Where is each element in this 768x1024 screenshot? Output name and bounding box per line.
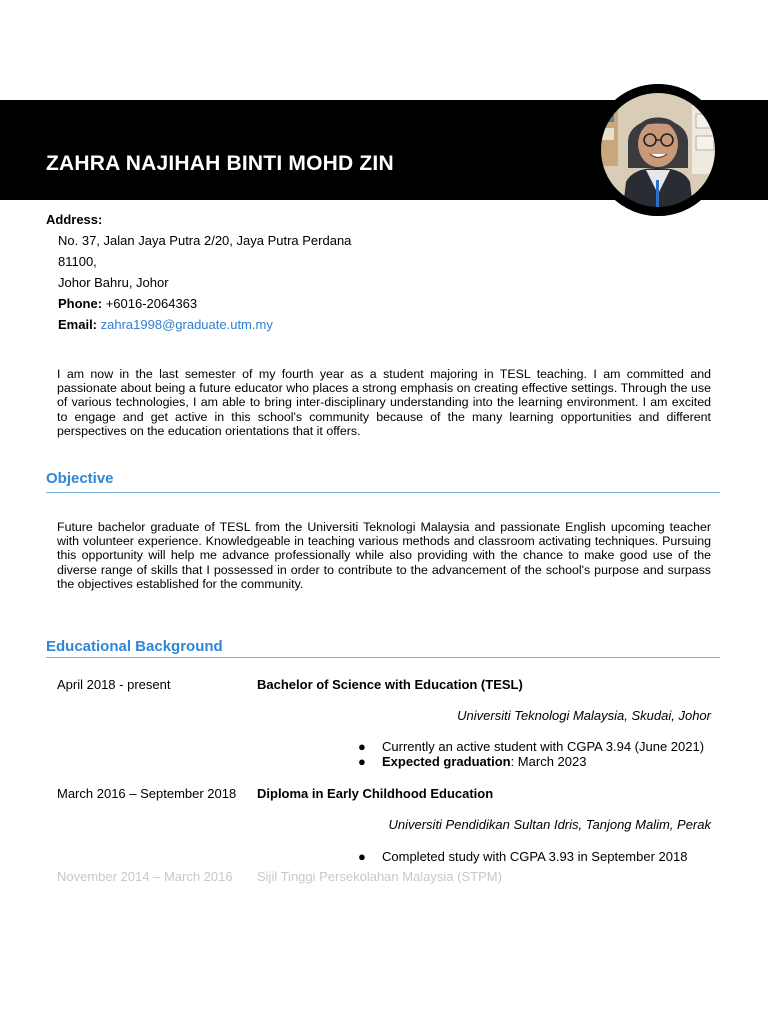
profile-photo: [592, 84, 724, 216]
education-title: Educational Background: [46, 638, 223, 655]
address-label: Address:: [46, 212, 103, 227]
phone-value: +6016-2064363: [105, 296, 198, 311]
edu-1-bullet-2-value: : March 2023: [510, 754, 587, 769]
email-row: [58, 317, 273, 332]
bullet-dot-icon: ●: [358, 849, 366, 864]
edu-1-bullet-1-text: Currently an active student with CGPA 3.94 (June 2021): [382, 739, 705, 754]
phone-row: [58, 296, 197, 311]
cut-off-degree: Sijil Tinggi Persekolahan Malaysia (STPM): [257, 869, 502, 884]
cut-off-education-row: [57, 869, 502, 886]
edu-1-institution: Universiti Teknologi Malaysia, Skudai, Johor: [457, 708, 711, 723]
edu-1-date: April 2018 - present: [57, 677, 171, 692]
phone-label: Phone:: [58, 296, 103, 311]
summary-paragraph: I am now in the last semester of my fourth year as a student majoring in TESL teaching. I am committed and passionate about being a future educator who places a strong emphasis on creating effective settings. Through the use of various technologies, I am able to bring inter-disciplinary understanding into the learning environment. I am excited to engage and get active in this school's community because of the many learning opportunities and different perspectives on the education orientations that it offers.: [57, 367, 711, 438]
edu-2-institution: Universiti Pendidikan Sultan Idris, Tanjong Malim, Perak: [388, 817, 711, 832]
address-line-3: Johor Bahru, Johor: [58, 275, 169, 290]
cut-off-date: November 2014 – March 2016: [57, 869, 233, 884]
address-line-1: No. 37, Jalan Jaya Putra 2/20, Jaya Putra Perdana: [58, 233, 352, 248]
email-label: Email:: [58, 317, 98, 332]
education-divider: [46, 657, 720, 658]
email-link[interactable]: zahra1998@graduate.utm.my: [100, 317, 273, 332]
edu-1-bullet-2-label: Expected graduation: [382, 754, 511, 769]
edu-2-bullet-1-text: Completed study with CGPA 3.93 in September 2018: [382, 849, 688, 864]
candidate-name: ZAHRA NAJIHAH BINTI MOHD ZIN: [46, 152, 394, 175]
edu-2-bullet-1: [358, 849, 687, 864]
objective-paragraph: Future bachelor graduate of TESL from the Universiti Teknologi Malaysia and passionate English upcoming teacher with volunteer experience. Knowledgeable in teaching various methods and classroom activating techniques. Pursuing this opportunity will help me advance professionally while also providing with the chance to make good use of the diverse range of skills that I possessed in order to contribute to the advancement of the school's purpose and surpass the objectives established for the community.: [57, 520, 711, 591]
edu-1-degree: Bachelor of Science with Education (TESL): [257, 677, 523, 692]
objective-divider: [46, 492, 720, 493]
edu-1-bullet-2: [358, 754, 586, 769]
edu-2-date: March 2016 – September 2018: [57, 786, 237, 801]
bullet-dot-icon: ●: [358, 754, 366, 769]
bullet-dot-icon: ●: [358, 739, 366, 754]
edu-2-degree: Diploma in Early Childhood Education: [257, 786, 494, 801]
edu-1-bullet-1: [358, 739, 704, 754]
objective-title: Objective: [46, 470, 114, 487]
address-line-2: 81100,: [58, 254, 97, 269]
